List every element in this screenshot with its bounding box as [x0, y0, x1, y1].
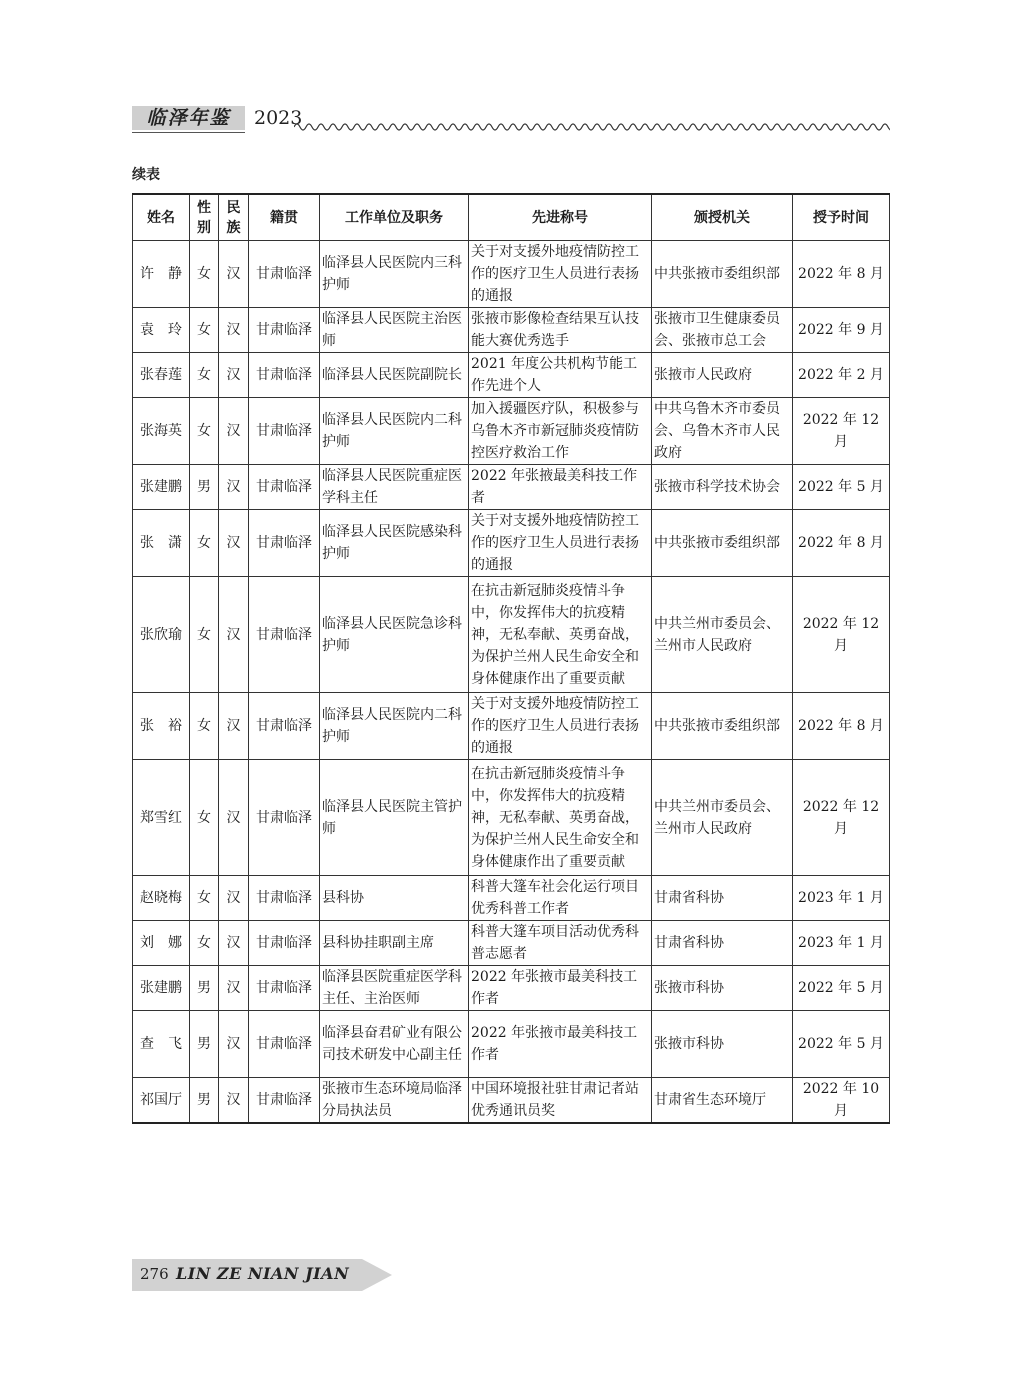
page-number: 276 — [140, 1265, 169, 1283]
cell-ethnicity: 汉 — [219, 1011, 249, 1078]
cell-origin: 甘肃临泽 — [249, 760, 320, 876]
cell-name: 刘 娜 — [133, 921, 190, 966]
cell-ethnicity: 汉 — [219, 353, 249, 398]
table-row — [133, 465, 890, 510]
cell-origin: 甘肃临泽 — [249, 1078, 320, 1124]
cell-origin: 甘肃临泽 — [249, 308, 320, 353]
table-row — [133, 876, 890, 921]
yearbook-year: 2023 — [254, 107, 303, 129]
column-header-name: 姓名 — [133, 194, 190, 241]
table-row — [133, 241, 890, 308]
cell-authority: 张掖市卫生健康委员会、张掖市总工会 — [652, 308, 793, 353]
cell-ethnicity: 汉 — [219, 241, 249, 308]
cell-ethnicity: 汉 — [219, 308, 249, 353]
cell-authority: 张掖市科协 — [652, 966, 793, 1011]
cell-gender: 女 — [190, 241, 219, 308]
table-row — [133, 1011, 890, 1078]
cell-unit: 县科协 — [320, 876, 469, 921]
table-header-row — [133, 194, 890, 241]
cell-ethnicity: 汉 — [219, 693, 249, 760]
cell-authority: 中共兰州市委员会、兰州市人民政府 — [652, 760, 793, 876]
cell-origin: 甘肃临泽 — [249, 921, 320, 966]
running-header — [132, 100, 890, 136]
cell-name: 祁国厅 — [133, 1078, 190, 1124]
column-header-authority: 颁授机关 — [652, 194, 793, 241]
cell-name: 张建鹏 — [133, 966, 190, 1011]
cell-date: 2022 年 8 月 — [793, 241, 890, 308]
table-row — [133, 353, 890, 398]
cell-unit: 临泽县医院重症医学科主任、主治医师 — [320, 966, 469, 1011]
cell-name: 袁 玲 — [133, 308, 190, 353]
cell-honor-title: 2022 年张掖市最美科技工作者 — [469, 1011, 652, 1078]
cell-date: 2022 年 12 月 — [793, 760, 890, 876]
cell-unit: 临泽县人民医院主治医师 — [320, 308, 469, 353]
cell-authority: 中共兰州市委员会、兰州市人民政府 — [652, 577, 793, 693]
cell-honor-title: 科普大篷车项目活动优秀科普志愿者 — [469, 921, 652, 966]
cell-unit: 张掖市生态环境局临泽分局执法员 — [320, 1078, 469, 1124]
cell-name: 张欣瑜 — [133, 577, 190, 693]
cell-ethnicity: 汉 — [219, 510, 249, 577]
cell-authority: 张掖市人民政府 — [652, 353, 793, 398]
cell-origin: 甘肃临泽 — [249, 510, 320, 577]
cell-origin: 甘肃临泽 — [249, 1011, 320, 1078]
table-row — [133, 308, 890, 353]
cell-authority: 甘肃省科协 — [652, 876, 793, 921]
running-title: LIN ZE NIAN JIAN — [176, 1264, 350, 1283]
cell-unit: 临泽县人民医院内二科护师 — [320, 693, 469, 760]
cell-authority: 张掖市科协 — [652, 1011, 793, 1078]
cell-ethnicity: 汉 — [219, 921, 249, 966]
cell-authority: 中共张掖市委组织部 — [652, 241, 793, 308]
cell-name: 张海英 — [133, 398, 190, 465]
column-header-honor-title: 先进称号 — [469, 194, 652, 241]
cell-origin: 甘肃临泽 — [249, 465, 320, 510]
cell-ethnicity: 汉 — [219, 1078, 249, 1124]
cell-unit: 临泽县人民医院内三科护师 — [320, 241, 469, 308]
cell-honor-title: 在抗击新冠肺炎疫情斗争中，你发挥伟大的抗疫精神，无私奉献、英勇奋战，为保护兰州人民生命安全和身体健康作出了重要贡献 — [469, 577, 652, 693]
column-header-date: 授予时间 — [793, 194, 890, 241]
cell-name: 张春莲 — [133, 353, 190, 398]
header-wave-divider — [294, 120, 890, 134]
cell-honor-title: 2022 年张掖最美科技工作者 — [469, 465, 652, 510]
cell-gender: 女 — [190, 693, 219, 760]
cell-honor-title: 在抗击新冠肺炎疫情斗争中，你发挥伟大的抗疫精神，无私奉献、英勇奋战，为保护兰州人民生命安全和身体健康作出了重要贡献 — [469, 760, 652, 876]
cell-gender: 女 — [190, 876, 219, 921]
cell-authority: 甘肃省生态环境厅 — [652, 1078, 793, 1124]
cell-gender: 女 — [190, 308, 219, 353]
cell-ethnicity: 汉 — [219, 577, 249, 693]
yearbook-title: 临泽年鉴 — [132, 106, 245, 130]
cell-gender: 女 — [190, 760, 219, 876]
cell-date: 2022 年 5 月 — [793, 966, 890, 1011]
cell-origin: 甘肃临泽 — [249, 876, 320, 921]
cell-origin: 甘肃临泽 — [249, 966, 320, 1011]
cell-gender: 男 — [190, 966, 219, 1011]
cell-unit: 临泽县人民医院重症医学科主任 — [320, 465, 469, 510]
cell-name: 郑雪红 — [133, 760, 190, 876]
table-row — [133, 398, 890, 465]
cell-origin: 甘肃临泽 — [249, 398, 320, 465]
cell-date: 2022 年 5 月 — [793, 1011, 890, 1078]
cell-date: 2022 年 5 月 — [793, 465, 890, 510]
cell-honor-title: 关于对支援外地疫情防控工作的医疗卫生人员进行表扬的通报 — [469, 241, 652, 308]
cell-honor-title: 加入援疆医疗队，积极参与乌鲁木齐市新冠肺炎疫情防控医疗救治工作 — [469, 398, 652, 465]
cell-authority: 甘肃省科协 — [652, 921, 793, 966]
cell-honor-title: 2021 年度公共机构节能工作先进个人 — [469, 353, 652, 398]
cell-name: 查 飞 — [133, 1011, 190, 1078]
cell-honor-title: 2022 年张掖市最美科技工作者 — [469, 966, 652, 1011]
cell-date: 2023 年 1 月 — [793, 921, 890, 966]
cell-date: 2022 年 10 月 — [793, 1078, 890, 1124]
cell-unit: 临泽县人民医院内二科护师 — [320, 398, 469, 465]
cell-name: 许 静 — [133, 241, 190, 308]
awards-table — [132, 193, 890, 1124]
cell-gender: 男 — [190, 465, 219, 510]
cell-ethnicity: 汉 — [219, 760, 249, 876]
cell-unit: 临泽县人民医院感染科护师 — [320, 510, 469, 577]
cell-gender: 女 — [190, 398, 219, 465]
cell-ethnicity: 汉 — [219, 876, 249, 921]
awards-table-body — [133, 241, 890, 1124]
cell-unit: 县科协挂职副主席 — [320, 921, 469, 966]
cell-ethnicity: 汉 — [219, 398, 249, 465]
cell-date: 2022 年 8 月 — [793, 510, 890, 577]
table-row — [133, 577, 890, 693]
cell-honor-title: 科普大篷车社会化运行项目优秀科普工作者 — [469, 876, 652, 921]
table-row — [133, 1078, 890, 1124]
cell-date: 2022 年 8 月 — [793, 693, 890, 760]
cell-gender: 女 — [190, 577, 219, 693]
cell-unit: 临泽县人民医院副院长 — [320, 353, 469, 398]
column-header-origin: 籍贯 — [249, 194, 320, 241]
cell-honor-title: 关于对支援外地疫情防控工作的医疗卫生人员进行表扬的通报 — [469, 693, 652, 760]
cell-name: 赵晓梅 — [133, 876, 190, 921]
column-header-gender: 性别 — [190, 194, 219, 241]
table-row — [133, 921, 890, 966]
cell-date: 2022 年 9 月 — [793, 308, 890, 353]
cell-ethnicity: 汉 — [219, 465, 249, 510]
cell-name: 张 潇 — [133, 510, 190, 577]
cell-authority: 中共张掖市委组织部 — [652, 693, 793, 760]
footer-arrow-shape — [362, 1259, 392, 1291]
cell-honor-title: 张掖市影像检查结果互认技能大赛优秀选手 — [469, 308, 652, 353]
table-row — [133, 693, 890, 760]
cell-authority: 中共乌鲁木齐市委员会、乌鲁木齐市人民政府 — [652, 398, 793, 465]
cell-date: 2022 年 2 月 — [793, 353, 890, 398]
cell-gender: 女 — [190, 510, 219, 577]
header-underline — [132, 132, 245, 133]
table-row — [133, 510, 890, 577]
page-footer — [132, 1259, 394, 1291]
cell-name: 张建鹏 — [133, 465, 190, 510]
table-row — [133, 760, 890, 876]
cell-unit: 临泽县奋君矿业有限公司技术研发中心副主任 — [320, 1011, 469, 1078]
cell-ethnicity: 汉 — [219, 966, 249, 1011]
cell-origin: 甘肃临泽 — [249, 353, 320, 398]
table-row — [133, 966, 890, 1011]
cell-date: 2023 年 1 月 — [793, 876, 890, 921]
cell-unit: 临泽县人民医院急诊科护师 — [320, 577, 469, 693]
cell-date: 2022 年 12 月 — [793, 398, 890, 465]
cell-authority: 中共张掖市委组织部 — [652, 510, 793, 577]
cell-name: 张 裕 — [133, 693, 190, 760]
column-header-ethnicity: 民族 — [219, 194, 249, 241]
cell-gender: 女 — [190, 353, 219, 398]
cell-unit: 临泽县人民医院主管护师 — [320, 760, 469, 876]
cell-honor-title: 中国环境报社驻甘肃记者站优秀通讯员奖 — [469, 1078, 652, 1124]
cell-gender: 女 — [190, 921, 219, 966]
cell-honor-title: 关于对支援外地疫情防控工作的医疗卫生人员进行表扬的通报 — [469, 510, 652, 577]
cell-origin: 甘肃临泽 — [249, 241, 320, 308]
cell-origin: 甘肃临泽 — [249, 693, 320, 760]
cell-date: 2022 年 12 月 — [793, 577, 890, 693]
cell-origin: 甘肃临泽 — [249, 577, 320, 693]
continuation-label: 续表 — [132, 167, 160, 183]
cell-authority: 张掖市科学技术协会 — [652, 465, 793, 510]
cell-gender: 男 — [190, 1078, 219, 1124]
cell-gender: 男 — [190, 1011, 219, 1078]
column-header-unit: 工作单位及职务 — [320, 194, 469, 241]
